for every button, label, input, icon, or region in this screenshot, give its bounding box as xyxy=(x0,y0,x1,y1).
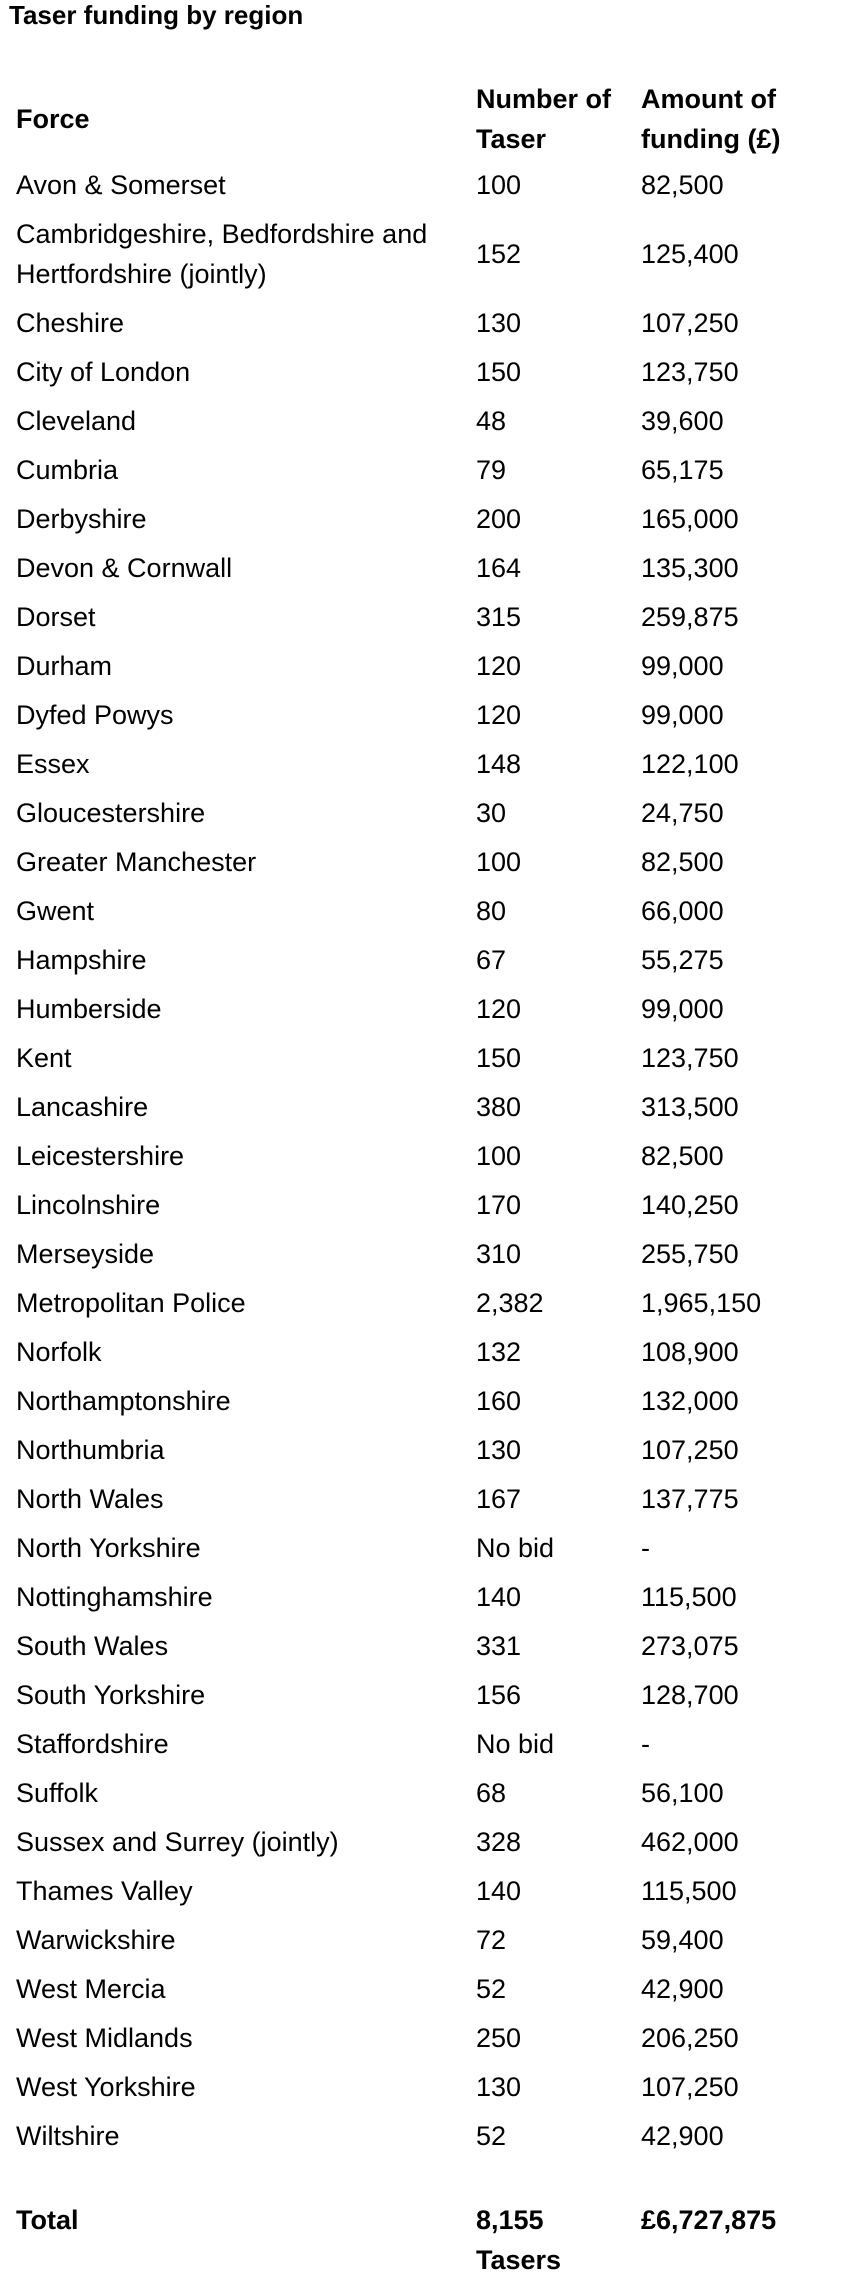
force-cell: Thames Valley xyxy=(16,1875,193,1906)
number-cell: 130 xyxy=(476,307,522,338)
number-cell: 100 xyxy=(476,1140,522,1171)
number-cell: 120 xyxy=(476,650,522,681)
amount-cell: 115,500 xyxy=(641,1581,737,1612)
force-cell: North Wales xyxy=(16,1483,164,1514)
number-cell: 120 xyxy=(476,993,522,1024)
amount-cell: 462,000 xyxy=(641,1826,739,1857)
amount-cell: 313,500 xyxy=(641,1091,739,1122)
amount-cell: 135,300 xyxy=(641,552,739,583)
amount-cell: 42,900 xyxy=(641,2120,724,2151)
table-row xyxy=(0,1572,820,1621)
table-row xyxy=(0,1327,820,1376)
table-row xyxy=(0,1278,820,1327)
column-header-force: Force xyxy=(16,104,90,134)
force-cell: Dorset xyxy=(16,601,96,632)
force-cell: Devon & Cornwall xyxy=(16,552,233,583)
force-cell: Northumbria xyxy=(16,1434,165,1465)
force-cell: West Mercia xyxy=(16,1973,166,2004)
table-row xyxy=(0,1229,820,1278)
amount-cell: 82,500 xyxy=(641,169,724,200)
amount-cell: 206,250 xyxy=(641,2022,739,2053)
force-cell: Staffordshire xyxy=(16,1728,169,1759)
force-cell: Hampshire xyxy=(16,944,147,975)
table-row xyxy=(0,1376,820,1425)
table-row xyxy=(0,445,820,494)
table-row xyxy=(0,1964,820,2013)
table-row xyxy=(0,1768,820,1817)
number-cell: 170 xyxy=(476,1189,522,1220)
amount-cell: 255,750 xyxy=(641,1238,739,1269)
amount-cell: 137,775 xyxy=(641,1483,739,1514)
force-cell: Suffolk xyxy=(16,1777,99,1808)
table-row xyxy=(0,1915,820,1964)
amount-cell: 59,400 xyxy=(641,1924,724,1955)
force-cell: Nottinghamshire xyxy=(16,1581,213,1612)
table-row xyxy=(0,347,820,396)
number-cell: 200 xyxy=(476,503,522,534)
amount-cell: 259,875 xyxy=(641,601,739,632)
amount-cell: 128,700 xyxy=(641,1679,739,1710)
amount-cell: 115,500 xyxy=(641,1875,737,1906)
number-cell: No bid xyxy=(476,1728,555,1759)
force-cell: Cambridgeshire, Bedfordshire and Hertfordshire (jointly) xyxy=(16,218,428,289)
number-cell: 315 xyxy=(476,601,522,632)
table-row xyxy=(0,1425,820,1474)
force-cell: Essex xyxy=(16,748,90,779)
number-cell: 152 xyxy=(476,238,522,269)
table-row xyxy=(0,1523,820,1572)
number-cell: 140 xyxy=(476,1581,522,1612)
number-cell: 79 xyxy=(476,454,507,485)
force-cell: Lancashire xyxy=(16,1091,149,1122)
number-cell: 310 xyxy=(476,1238,522,1269)
force-cell: Warwickshire xyxy=(16,1924,176,1955)
table-row xyxy=(0,690,820,739)
force-cell: South Wales xyxy=(16,1630,169,1661)
table-row xyxy=(0,1033,820,1082)
table-row xyxy=(0,1131,820,1180)
number-cell: 130 xyxy=(476,2071,522,2102)
force-cell: Gwent xyxy=(16,895,95,926)
total-number-cell xyxy=(460,2199,625,2280)
table-row xyxy=(0,837,820,886)
amount-cell: 65,175 xyxy=(641,454,724,485)
table-body xyxy=(0,160,820,2160)
force-cell: Cleveland xyxy=(16,405,137,436)
force-cell: Northamptonshire xyxy=(16,1385,231,1416)
amount-cell: - xyxy=(641,1728,650,1759)
force-cell: Greater Manchester xyxy=(16,846,257,877)
amount-cell: 1,965,150 xyxy=(641,1287,762,1318)
table-row xyxy=(0,160,820,209)
amount-cell: 107,250 xyxy=(641,307,739,338)
number-cell: 48 xyxy=(476,405,507,436)
number-cell: 328 xyxy=(476,1826,522,1857)
table-row xyxy=(0,1180,820,1229)
table-row xyxy=(0,396,820,445)
force-cell: Dyfed Powys xyxy=(16,699,174,730)
number-cell: 250 xyxy=(476,2022,522,2053)
total-number-unit: Tasers xyxy=(476,2245,562,2275)
table-spacer-row xyxy=(0,2160,820,2199)
amount-cell: 82,500 xyxy=(641,1140,724,1171)
force-cell: West Yorkshire xyxy=(16,2071,196,2102)
force-cell: Gloucestershire xyxy=(16,797,206,828)
number-cell: 100 xyxy=(476,846,522,877)
force-cell: Wiltshire xyxy=(16,2120,120,2151)
amount-cell: 122,100 xyxy=(641,748,739,779)
number-cell: 100 xyxy=(476,169,522,200)
number-cell: 132 xyxy=(476,1336,522,1367)
table-row xyxy=(0,592,820,641)
number-cell: 331 xyxy=(476,1630,522,1661)
total-label: Total xyxy=(16,2205,79,2235)
number-cell: 72 xyxy=(476,1924,507,1955)
amount-cell: 123,750 xyxy=(641,1042,739,1073)
force-cell: Metropolitan Police xyxy=(16,1287,246,1318)
force-cell: South Yorkshire xyxy=(16,1679,206,1710)
table-row xyxy=(0,1621,820,1670)
force-cell: Avon & Somerset xyxy=(16,169,226,200)
amount-cell: 140,250 xyxy=(641,1189,739,1220)
table-row xyxy=(0,886,820,935)
table-row xyxy=(0,543,820,592)
force-cell: Cumbria xyxy=(16,454,119,485)
table-row xyxy=(0,1082,820,1131)
number-cell: 52 xyxy=(476,2120,507,2151)
total-number: 8,155 xyxy=(476,2205,544,2235)
amount-cell: 39,600 xyxy=(641,405,724,436)
force-cell: Cheshire xyxy=(16,307,125,338)
force-cell: Kent xyxy=(16,1042,72,1073)
force-cell: Derbyshire xyxy=(16,503,147,534)
amount-cell: 125,400 xyxy=(641,238,739,269)
table-row xyxy=(0,739,820,788)
force-cell: West Midlands xyxy=(16,2022,193,2053)
table-row xyxy=(0,984,820,1033)
table-row xyxy=(0,2013,820,2062)
force-cell: Merseyside xyxy=(16,1238,155,1269)
total-row xyxy=(0,2199,820,2280)
number-cell: 130 xyxy=(476,1434,522,1465)
table-row xyxy=(0,2062,820,2111)
number-cell: 2,382 xyxy=(476,1287,544,1318)
amount-cell: 99,000 xyxy=(641,699,724,730)
amount-cell: 107,250 xyxy=(641,1434,739,1465)
force-cell: North Yorkshire xyxy=(16,1532,201,1563)
amount-cell: 42,900 xyxy=(641,1973,724,2004)
amount-cell: 108,900 xyxy=(641,1336,739,1367)
number-cell: 140 xyxy=(476,1875,522,1906)
force-cell: Sussex and Surrey (jointly) xyxy=(16,1826,339,1857)
number-cell: 150 xyxy=(476,356,522,387)
page-title: Taser funding by region xyxy=(9,0,304,30)
amount-cell: 165,000 xyxy=(641,503,739,534)
amount-cell: 132,000 xyxy=(641,1385,739,1416)
amount-cell: 123,750 xyxy=(641,356,739,387)
force-cell: Humberside xyxy=(16,993,162,1024)
column-header-number: Number of Taser xyxy=(476,84,611,154)
number-cell: 164 xyxy=(476,552,522,583)
number-cell: 167 xyxy=(476,1483,522,1514)
amount-cell: 99,000 xyxy=(641,993,724,1024)
number-cell: No bid xyxy=(476,1532,555,1563)
amount-cell: - xyxy=(641,1532,650,1563)
table-header-row xyxy=(0,78,820,160)
force-cell: Norfolk xyxy=(16,1336,102,1367)
number-cell: 52 xyxy=(476,1973,507,2004)
table-row xyxy=(0,209,820,298)
number-cell: 68 xyxy=(476,1777,507,1808)
table-row xyxy=(0,2111,820,2160)
number-cell: 380 xyxy=(476,1091,522,1122)
total-amount: £6,727,875 xyxy=(641,2205,777,2235)
force-cell: City of London xyxy=(16,356,191,387)
number-cell: 148 xyxy=(476,748,522,779)
force-cell: Durham xyxy=(16,650,113,681)
number-cell: 30 xyxy=(476,797,507,828)
table-row xyxy=(0,1474,820,1523)
amount-cell: 66,000 xyxy=(641,895,724,926)
amount-cell: 273,075 xyxy=(641,1630,739,1661)
number-cell: 150 xyxy=(476,1042,522,1073)
table-row xyxy=(0,1817,820,1866)
amount-cell: 55,275 xyxy=(641,944,724,975)
amount-cell: 82,500 xyxy=(641,846,724,877)
force-cell: Lincolnshire xyxy=(16,1189,161,1220)
number-cell: 160 xyxy=(476,1385,522,1416)
table-row xyxy=(0,641,820,690)
number-cell: 67 xyxy=(476,944,507,975)
number-cell: 120 xyxy=(476,699,522,730)
number-cell: 80 xyxy=(476,895,507,926)
amount-cell: 56,100 xyxy=(641,1777,724,1808)
amount-cell: 107,250 xyxy=(641,2071,739,2102)
amount-cell: 99,000 xyxy=(641,650,724,681)
table-row xyxy=(0,494,820,543)
taser-funding-table xyxy=(0,78,820,2280)
number-cell: 156 xyxy=(476,1679,522,1710)
column-header-amount: Amount of funding (£) xyxy=(641,84,781,154)
table-row xyxy=(0,1719,820,1768)
force-cell: Leicestershire xyxy=(16,1140,185,1171)
table-row xyxy=(0,935,820,984)
table-row xyxy=(0,1866,820,1915)
table-row xyxy=(0,788,820,837)
amount-cell: 24,750 xyxy=(641,797,724,828)
table-row xyxy=(0,298,820,347)
table-row xyxy=(0,1670,820,1719)
